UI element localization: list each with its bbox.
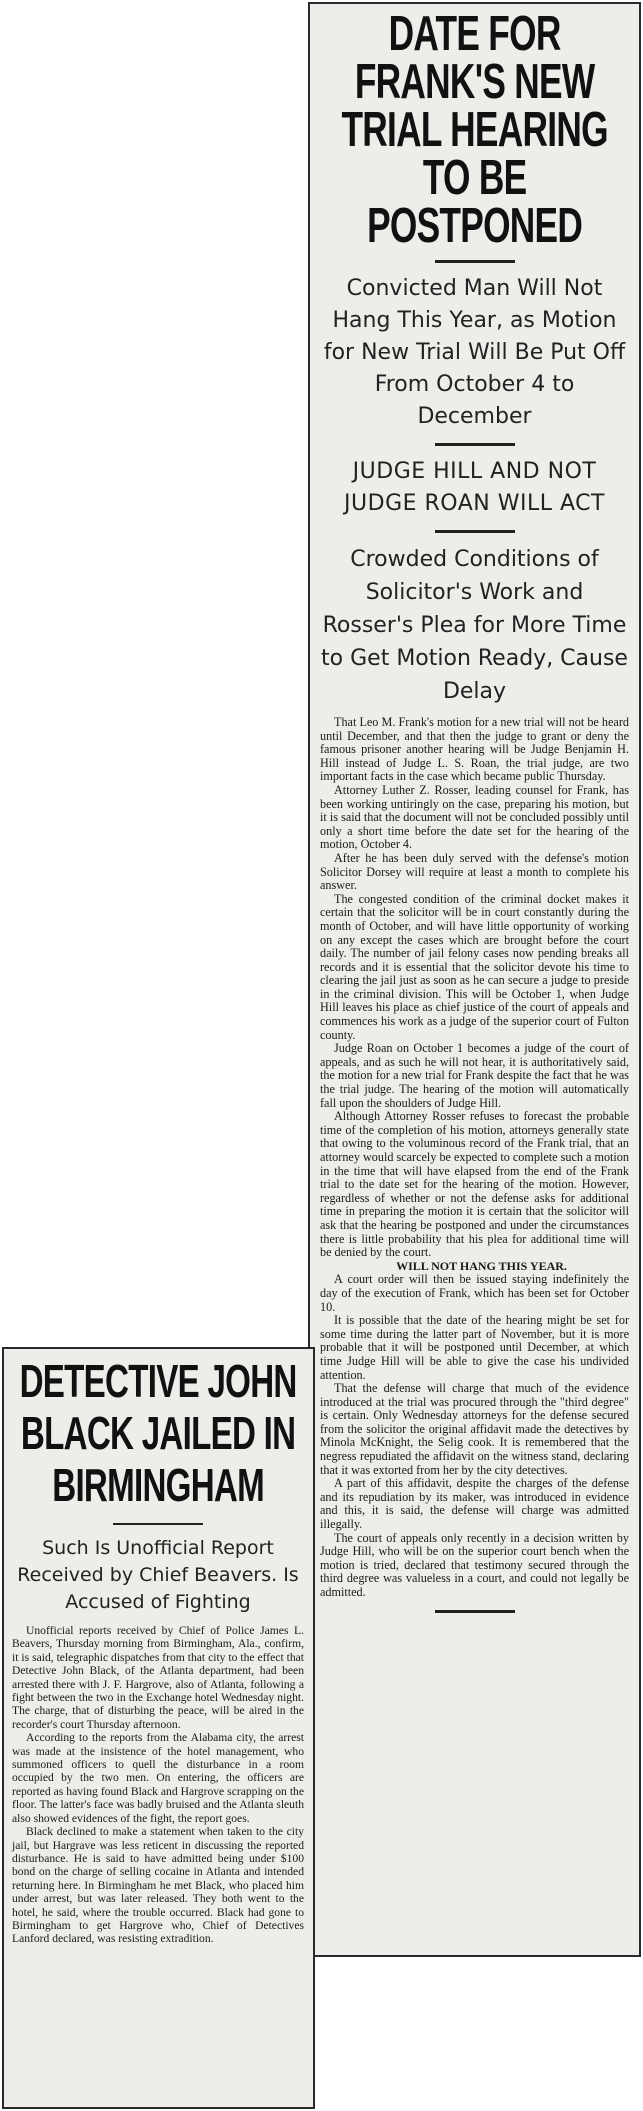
article-headline: DATE FOR FRANK'S NEW TRIAL HEARING TO BE POSTPONED	[341, 7, 608, 253]
subheadline-deck: Crowded Conditions of Solicitor's Work and Rosser's Plea for More Time to Get Motion Ready, Cause Delay	[321, 547, 628, 704]
article-paragraph: Attorney Luther Z. Rosser, leading counsel for Frank, has been working untiringly on the case, preparing his motion, but it is said that the document will not be concluded possibly until only a short time before the date set for the hearing of the motion, October 4.	[320, 782, 629, 852]
article-headline: DETECTIVE JOHN BLACK JAILED IN BIRMINGHAM	[19, 1355, 297, 1511]
divider-rule	[435, 530, 515, 533]
article-paragraph: According to the reports from the Alabama city, the arrest was made at the insistence of the hotel management, who summoned officers to quell the disturbance in a room occupied by the two men. On entering, the officers are reported as having found Black and Hargrove scrapping on the floor. The latter's face was badly bruised and the Atlanta sleuth also showed evidences of the fight, the report goes.	[12, 1731, 304, 1825]
article-paragraph: That Leo M. Frank's motion for a new trial will not be heard until December, and that then the judge to grant or deny the famous prisoner another hearing will be Judge Benjamin H. Hill instead of Judge L. S. Roan, the trial judge, are two important facts in the case which became public Thursday.	[320, 715, 629, 784]
article-paragraph: That the defense will charge that much of the evidence introduced at the trial was procured through the "third degree" is certain. Only Wednesday attorneys for the defense secured from the solicitor the original affidavit made the detectives by Minola McKnight, the Selig cook. It is remembered that the negress repudiated the affidavit on the witness stand, declaring that it was extorted from her by the city detectives.	[320, 1381, 629, 1477]
frank-article	[308, 2, 641, 1957]
divider-rule	[435, 260, 515, 263]
article-body	[320, 716, 629, 1600]
end-rule	[435, 1610, 515, 1613]
article-paragraph: The court of appeals only recently in a decision written by Judge Hill, who will be on the superior court bench when the motion is tried, declared that testimony secured through the third degree was valueless in a court, and could not legally be admitted.	[320, 1530, 629, 1599]
article-paragraph: Black declined to make a statement when taken to the city jail, but Hargrave was less reticent in discussing the reported disturbance. He is said to have admitted being under $100 bond on the charge of selling cocaine in Atlanta and intended returning here. In Birmingham he met Black, who placed him under arrest, but was later released. They both went to the hotel, he said, where the trouble occurred. Black had gone to Birmingham to get Hargrove who, Chief of Detectives Lanford declared, was resisting extradition.	[12, 1825, 304, 1946]
subheadline-deck: JUDGE HILL AND NOT JUDGE ROAN WILL ACT	[344, 459, 605, 516]
article-paragraph: Although Attorney Rosser refuses to forecast the probable time of the completion of his motion, attorneys generally state that owing to the voluminous record of the Frank trial, that an attorney would scarcely be expected to complete such a motion in the time that will have elapsed from the end of the Frank trial to the date set for the hearing of the motion. However, regardless of whether or not the defense asks for additional time in preparing the motion it is certain that the solicitor will ask that the hearing be postponed and under the circumstances there is little probability that his plea for additional time will be denied by the court.	[320, 1109, 629, 1260]
divider-rule	[113, 1523, 203, 1525]
article-paragraph: Judge Roan on October 1 becomes a judge of the court of appeals, and as such he will not hear, it is authoritatively said, the motion for a new trial for Frank despite the fact that he was the trial judge. The hearing of the motion will automatically fall upon the shoulders of Judge Hill.	[320, 1041, 629, 1110]
article-paragraph: A court order will then be issued staying indefinitely the day of the execution of Frank, which has been set for October 10.	[320, 1272, 629, 1314]
article-paragraph: Unofficial reports received by Chief of Police James L. Beavers, Thursday morning from Birmingham, Ala., confirm, it is said, telegraphic dispatches from that city to the effect that Detective John Black, of the Atlanta department, had been arrested there with J. F. Hargrove, also of Atlanta, following a fight between the two in the Exchange hotel Wednesday night. The charge, that of disturbing the peace, will be aired in the recorder's court Thursday afternoon.	[12, 1624, 304, 1731]
article-paragraph: After he has been duly served with the defense's motion Solicitor Dorsey will require at least a month to complete his answer.	[320, 850, 629, 893]
article-paragraph: It is possible that the date of the hearing might be set for some time during the latter part of November, but it is more probable that it will be postponed until December, at which time Judge Hill will be able to give the case his undivided attention.	[320, 1313, 629, 1382]
article-body	[12, 1624, 304, 1946]
article-paragraph: The congested condition of the criminal docket makes it certain that the solicitor will be in court constantly during the month of October, and will have little opportunity of working on any except the cases which are brought before the court daily. The number of jail felony cases now pending breaks all records and it is essential that the solicitor devote his time to clearing the jail just as soon as he can secure a judge to preside in the criminal division. This will be October 1, when Judge Hill leaves his place as chief justice of the court of appeals and commences his work as a judge of the superior court of Fulton county.	[320, 891, 629, 1042]
divider-rule	[435, 443, 515, 446]
article-paragraph: A part of this affidavit, despite the charges of the defense and its repudiation by its maker, was introduced in evidence and this, it is said, the defense will charge was admitted illegally.	[320, 1476, 629, 1532]
subheadline-deck: Such Is Unofficial Report Received by Chief Beavers. Is Accused of Fighting	[17, 1537, 299, 1613]
black-article	[2, 1347, 315, 2109]
subheadline-deck: Convicted Man Will Not Hang This Year, as Motion for New Trial Will Be Put Off From October 4 to December	[323, 276, 626, 429]
section-subhead: WILL NOT HANG THIS YEAR.	[396, 1258, 567, 1273]
